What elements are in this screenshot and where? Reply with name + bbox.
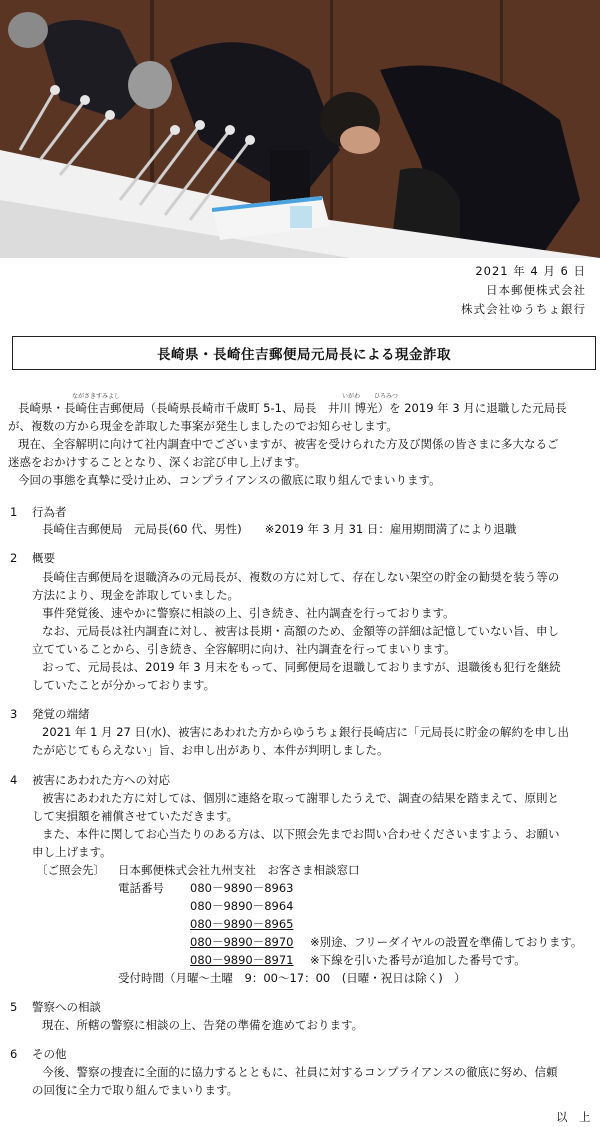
- phone-number-3-added: 080－9890－8965: [190, 917, 294, 931]
- intro-paragraph-2-line-2: 迷惑をおかけすることとなり、深くお詫び申し上げます。: [8, 455, 307, 469]
- contact-organization: 日本郵便株式会社九州支社 お客さま相談窓口: [118, 863, 360, 877]
- section-6-number: 6: [10, 1047, 18, 1061]
- phone-number-1: 080－9890－8963: [190, 881, 294, 895]
- section-1-heading: 行為者: [32, 505, 67, 519]
- company-name-japan-post: 日本郵便株式会社: [486, 283, 586, 297]
- reception-hours: 受付時間（月曜～土曜 9：00～17：00 (日曜・祝日は除く) ）: [118, 971, 466, 985]
- section-4-number: 4: [10, 773, 18, 787]
- phone-note-underline: ※下線を引いた番号が追加した番号です。: [310, 953, 526, 967]
- section-3-number: 3: [10, 707, 18, 721]
- section-2-line-5: 立てていることから、引き続き、全容解明に向け、社内調査を行ってまいります。: [32, 642, 456, 656]
- section-2-line-4: なお、元局長は社内調査に対し、被害は長期・高額のため、金額等の詳細は記憶していない旨、申し: [42, 624, 560, 638]
- section-5-line-1: 現在、所轄の警察に相談の上、告発の準備を進めております。: [42, 1018, 364, 1032]
- section-6-heading: その他: [32, 1047, 67, 1061]
- intro-paragraph-1-line-1: 長崎県・長崎住吉郵便局（長崎県長崎市千歳町 5-1、局長 井川 博光）を 2019 年 3 月に退職した元局長: [18, 401, 567, 415]
- press-conference-photo: [0, 0, 600, 258]
- section-4-line-3: また、本件に関してお心当たりのある方は、以下照会先までお問い合わせくださいますよう、お願い: [42, 827, 560, 841]
- section-2-line-6: おって、元局長は、2019 年 3 月末をもって、同郵便局を退職しておりますが、退職後も犯行を継続: [42, 660, 561, 674]
- section-4-line-2: して実損額を補償させていただきます。: [32, 809, 239, 823]
- company-name-yucho-bank: 株式会社ゆうちょ銀行: [461, 302, 586, 316]
- section-4-line-4: 申し上げます。: [32, 845, 112, 859]
- section-6-line-2: の回復に全力で取り組んでまいります。: [32, 1083, 239, 1097]
- section-6-line-1: 今後、警察の捜査に全面的に協力するとともに、社員に対するコンプライアンスの徹底に努め、信頼: [42, 1065, 558, 1079]
- release-date: 2021 年 4 月 6 日: [475, 264, 586, 278]
- section-4-heading: 被害にあわれた方への対応: [32, 773, 170, 787]
- phone-number-4-added: 080－9890－8970: [190, 935, 294, 949]
- section-2-line-3: 事件発覚後、速やかに警察に相談の上、引き続き、社内調査を行っております。: [42, 606, 455, 620]
- phone-note-freedial: ※別途、フリーダイヤルの設置を準備しております。: [310, 935, 583, 949]
- section-2-heading: 概要: [32, 551, 55, 565]
- section-3-line-1: 2021 年 1 月 27 日(水)、被害にあわれた方からゆうちょ銀行長崎店に「元局長に貯金の解約を申し出: [42, 725, 569, 739]
- section-3-heading: 発覚の端緒: [32, 707, 90, 721]
- intro-paragraph-1-line-2: が、複数の方から現金を詐取した事案が発生しましたのでお知らせします。: [8, 419, 398, 433]
- phone-label: 電話番号: [118, 881, 164, 895]
- section-5-heading: 警察への相談: [32, 1000, 101, 1014]
- section-1-number: 1: [10, 505, 18, 519]
- document-title-text: 長崎県・長崎住吉郵便局元局長による現金詐取: [157, 347, 451, 363]
- intro-paragraph-2-line-1: 現在、全容解明に向けて社内調査中でございますが、被害を受けられた方及び関係の皆さまに多大なるご: [18, 437, 559, 451]
- section-5-number: 5: [10, 1000, 18, 1014]
- ruby-family-name: いがわ: [342, 393, 361, 400]
- section-2-number: 2: [10, 551, 18, 565]
- contact-label: 〔ご照会先〕: [36, 863, 105, 877]
- section-3-line-2: たが応じてもらえない」旨、お申し出があり、本件が判明しました。: [32, 743, 389, 757]
- document-title: [12, 336, 596, 370]
- section-2-line-1: 長崎住吉郵便局を退職済みの元局長が、複数の方に対して、存在しない架空の貯金の勧奨を装う等の: [42, 570, 560, 584]
- section-1-line-1: 長崎住吉郵便局 元局長(60 代、男性) ※2019 年 3 月 31 日：雇用期間満了により退職: [42, 522, 517, 536]
- ruby-given-name: ひろみつ: [374, 393, 398, 400]
- phone-number-2: 080－9890－8964: [190, 899, 294, 913]
- ruby-office-name: ながさきすみよし: [72, 393, 121, 400]
- section-2-line-7: していたことが分かっております。: [32, 678, 216, 692]
- section-4-line-1: 被害にあわれた方に対しては、個別に連絡を取って謝罪したうえで、調査の結果を踏まえて、原則と: [42, 791, 560, 805]
- phone-number-5-added: 080－9890－8971: [190, 953, 294, 967]
- section-2-line-2: 方法により、現金を詐取していました。: [32, 588, 239, 602]
- closing-mark: 以 上: [556, 1110, 591, 1124]
- intro-paragraph-3-line-1: 今回の事態を真摯に受け止め、コンプライアンスの徹底に取り組んでまいります。: [18, 473, 441, 487]
